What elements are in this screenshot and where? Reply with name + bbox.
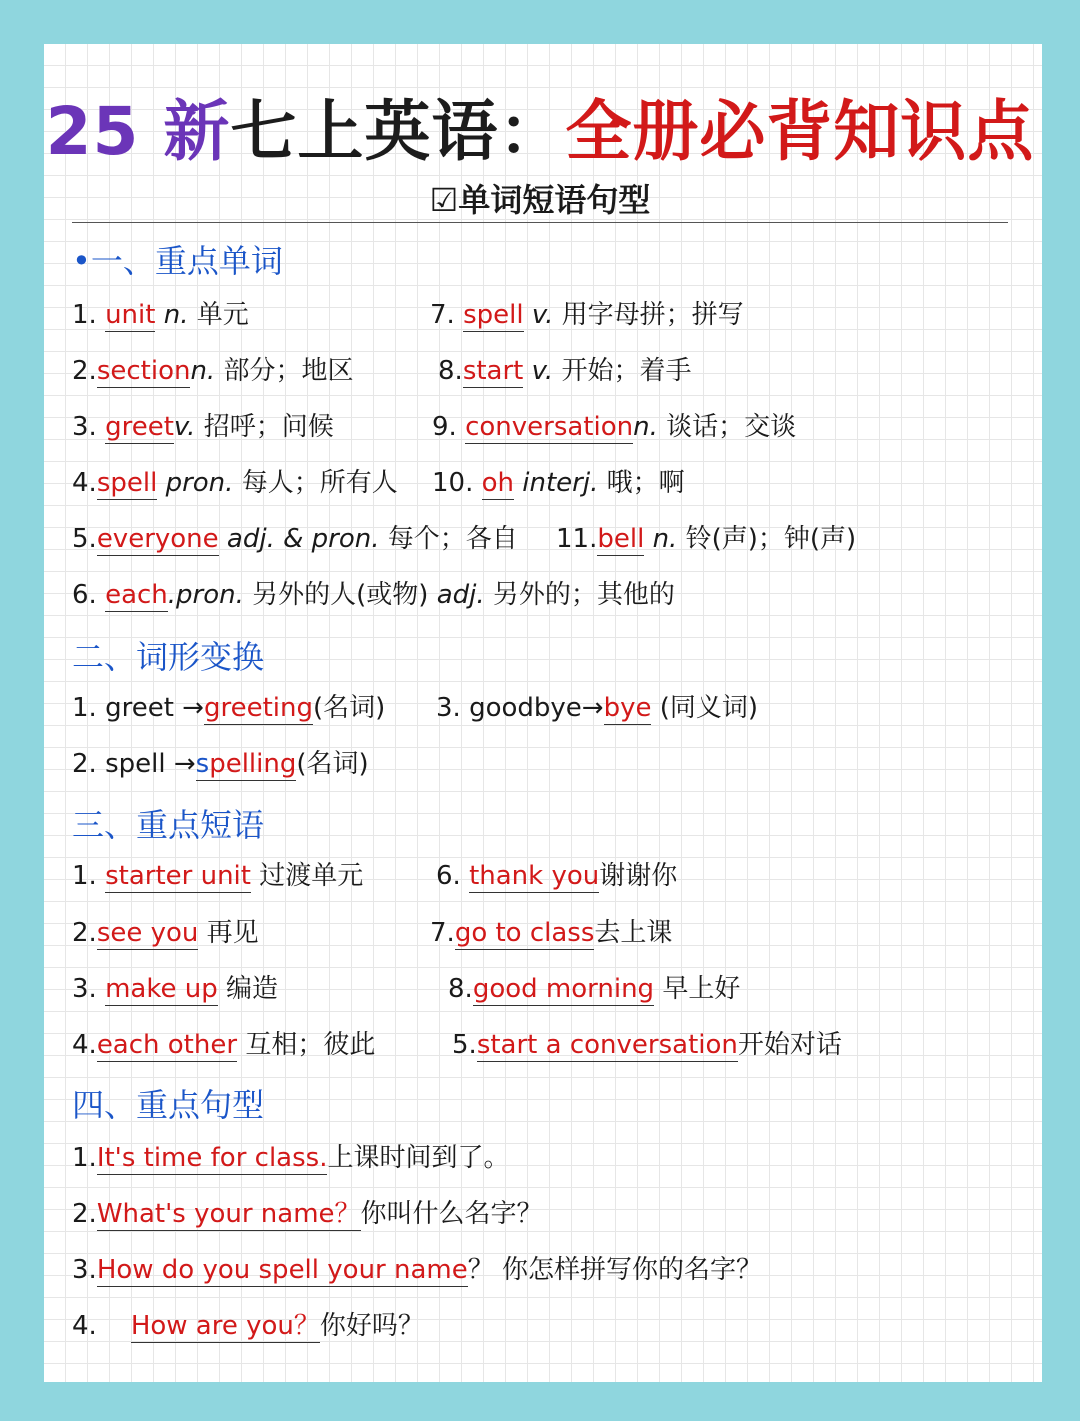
word-item: 9. conversationn. 谈话；交谈 bbox=[432, 412, 797, 442]
section-heading-words: •一、重点单词 bbox=[72, 242, 283, 280]
sentence-item: 4. How are you？你好吗？ bbox=[72, 1311, 424, 1341]
word-item: 1. unit n. 单元 bbox=[72, 300, 249, 330]
word-item: 10. oh interj. 哦；啊 bbox=[432, 468, 685, 498]
phrase-item: 6. thank you谢谢你 bbox=[436, 861, 678, 891]
phrase-item: 2.see you 再见 bbox=[72, 918, 259, 948]
word-item: 7. spell v. 用字母拼；拼写 bbox=[430, 300, 744, 330]
form-item: 3. goodbye→bye (同义词) bbox=[436, 693, 759, 723]
phrase-item: 1. starter unit 过渡单元 bbox=[72, 861, 364, 891]
word-item: 8.start v. 开始；着手 bbox=[438, 356, 692, 386]
word-item: 2.sectionn. 部分；地区 bbox=[72, 356, 354, 386]
form-item: 2. spell →spelling(名词) bbox=[72, 749, 369, 779]
word-item: 4.spell pron. 每人；所有人 bbox=[72, 468, 398, 498]
phrase-item: 3. make up 编造 bbox=[72, 974, 278, 1004]
divider bbox=[72, 222, 1008, 223]
word-item: 5.everyone adj. & pron. 每个；各自 bbox=[72, 524, 518, 554]
title-subject: 七上英语： bbox=[230, 93, 566, 170]
form-item: 1. greet →greeting(名词) bbox=[72, 693, 386, 723]
phrase-item: 4.each other 互相；彼此 bbox=[72, 1030, 376, 1060]
section-heading-forms: 二、词形变换 bbox=[72, 638, 265, 676]
word-item: 3. greetv. 招呼；问候 bbox=[72, 412, 334, 442]
word-item: 11.bell n. 铃(声)；钟(声) bbox=[556, 524, 857, 554]
phrase-item: 8.good morning 早上好 bbox=[448, 974, 741, 1004]
sentence-item: 3.How do you spell your name？ 你怎样拼写你的名字？ bbox=[72, 1255, 763, 1285]
title-highlight: 全册必背知识点 bbox=[565, 93, 1035, 170]
word-item: 6. each.pron. 另外的人(或物) adj. 另外的；其他的 bbox=[72, 580, 675, 610]
page-title bbox=[0, 78, 1080, 173]
sentence-item: 1.It's time for class.上课时间到了。 bbox=[72, 1143, 510, 1173]
page-subtitle: ☑单词短语句型 bbox=[429, 181, 651, 219]
title-grade: 25 新 bbox=[45, 93, 231, 170]
section-heading-phrases: 三、重点短语 bbox=[72, 806, 265, 844]
section-heading-sentences: 四、重点句型 bbox=[72, 1086, 265, 1124]
sentence-item: 2.What's your name？你叫什么名字？ bbox=[72, 1199, 543, 1229]
phrase-item: 5.start a conversation开始对话 bbox=[452, 1030, 842, 1060]
phrase-item: 7.go to class去上课 bbox=[430, 918, 673, 948]
